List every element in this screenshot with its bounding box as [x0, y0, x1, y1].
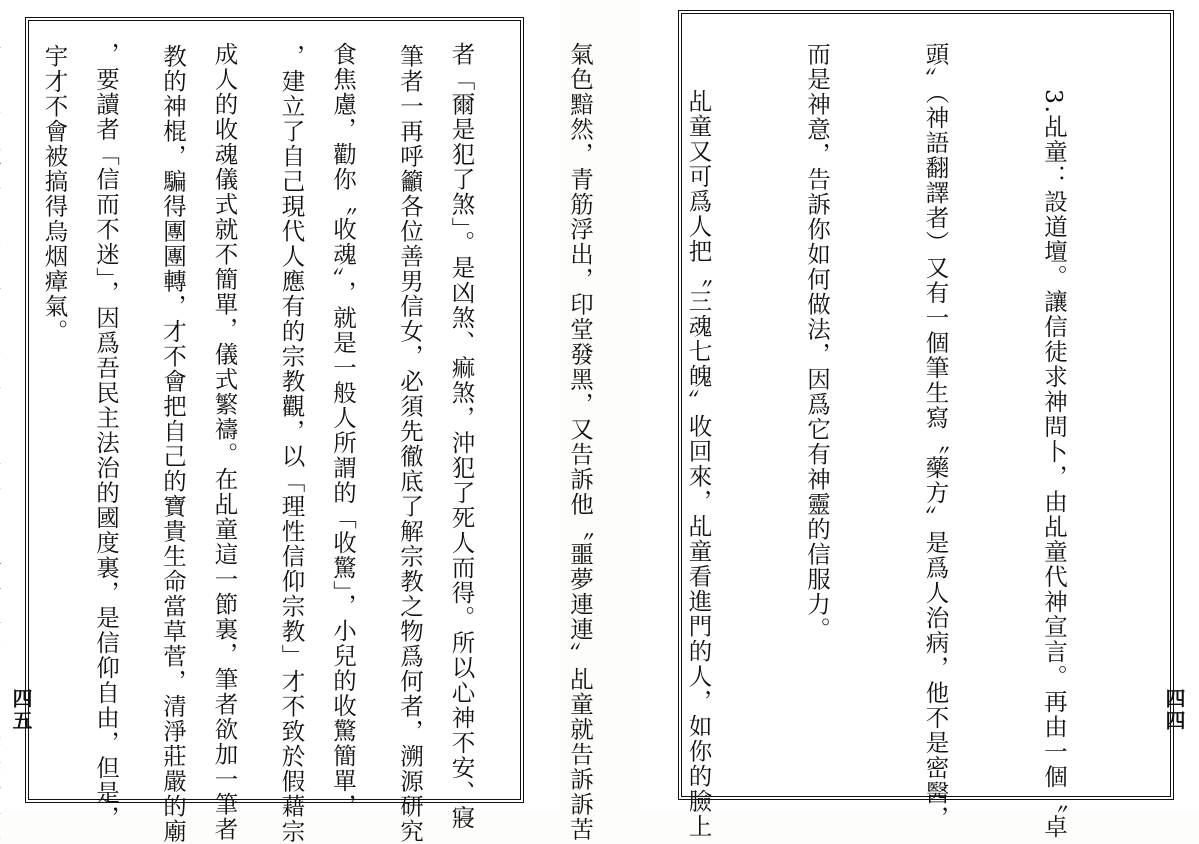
text-column: 3.乩童：設道壇。讓信徒求神問卜，由乩童代神宣言。再由一個〝卓	[1040, 89, 1068, 840]
text-column: 者「爾是犯了煞」。是凶煞、痲煞，沖犯了死人而得。所以心神不安、寢	[447, 42, 476, 831]
page-number: 四四	[1162, 688, 1186, 732]
text-column: 食焦慮，勸你〝收魂〞，就是一般人所謂的「收驚」，小兒的收驚簡單，	[329, 42, 357, 819]
text-column: 而是神意，告訴你如何做法，因爲它有神靈的信服力。	[803, 42, 831, 642]
right-page-body	[0, 42, 1152, 844]
text-column	[0, 42, 7, 787]
page-number: 四五	[9, 688, 33, 732]
text-column: 宇才不會被搞得烏烟瘴氣。	[40, 44, 69, 344]
text-column: 教的神棍，騙得團團轉，才不會把自己的寶貴生命當草菅，清淨莊嚴的廟	[159, 44, 187, 844]
text-column: 氣色黯然，青筋浮出，印堂發黑，又告訴他〝噩夢連連〞乩童就告訴訴苦	[566, 42, 594, 842]
text-column: 成人的收魂儀式就不簡單，儀式繁禱。在乩童這一節裏，筆者欲加一筆者	[210, 42, 239, 842]
text-column: ，要讀者「信而不迷」，因爲吾民主法治的國度裏，是信仰自由，但是，	[92, 42, 120, 831]
text-column: 筆者一再呼籲各位善男信女，必須先徹底了解宗教之物爲何者，溯源研究	[396, 44, 424, 844]
text-column: ，建立了自己現代人應有的宗教觀，以「理性信仰宗教」才不致於假藉宗	[277, 44, 306, 844]
text-column: 頭〞（神語翻譯者）又有一個筆生寫〝藥方〞是爲人治病，他不是密醫，	[921, 42, 950, 831]
text-column: 乩童又可爲人把〝三魂七魄〞收回來，乩童看進門的人，如你的臉上	[684, 89, 713, 839]
